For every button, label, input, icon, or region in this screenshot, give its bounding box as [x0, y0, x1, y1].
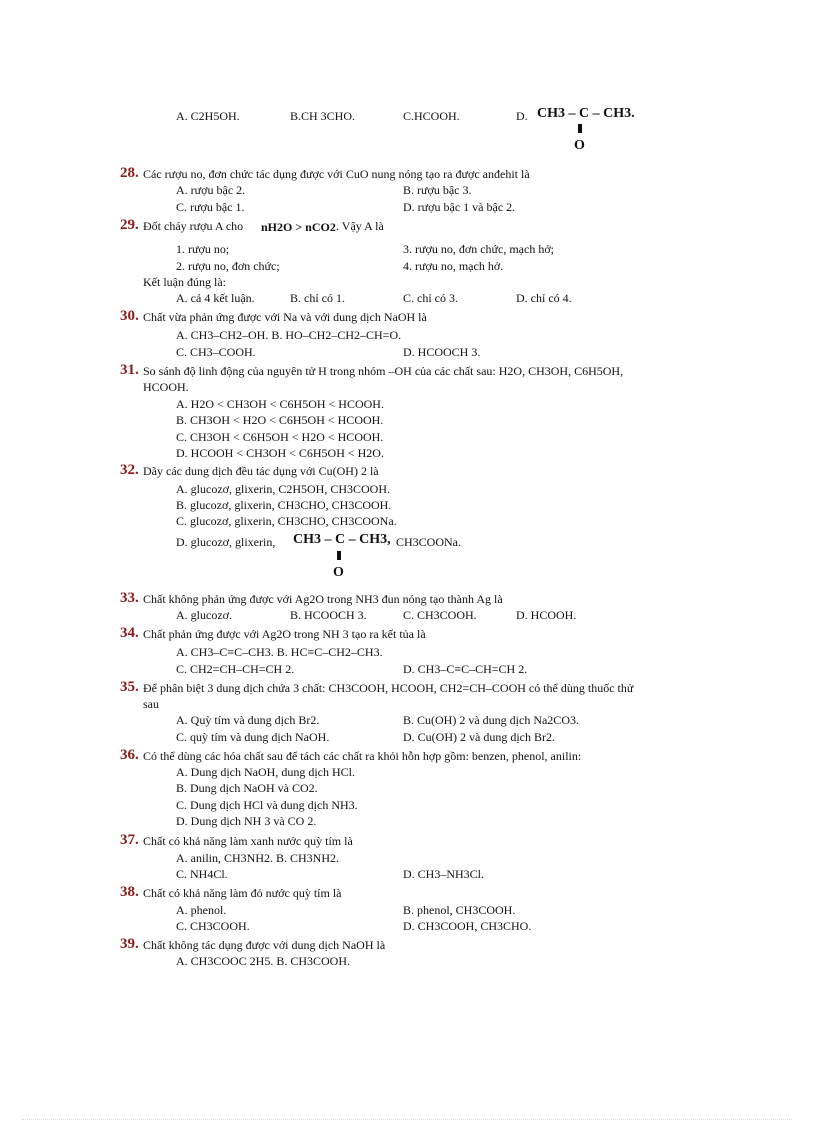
q34-option-c: C. CH2=CH–CH=CH 2.: [176, 662, 295, 676]
q27-option-b: B.CH 3CHO.: [290, 109, 356, 123]
q32-option-d-pre: D. glucozơ, glixerin,: [176, 535, 276, 549]
q38-option-b: B. phenol, CH3COOH.: [403, 903, 516, 917]
q32-option-d-post: CH3COONa.: [396, 535, 461, 549]
q31-stem-cont: HCOOH.: [143, 380, 189, 394]
page-divider: [22, 1119, 792, 1120]
q35-option-a: A. Quỳ tím và dung dịch Br2.: [176, 713, 320, 727]
q29-option-d: D. chỉ có 4.: [516, 291, 572, 305]
q38-number: 38.: [120, 884, 139, 900]
carbonyl-oxygen: O: [333, 565, 344, 580]
q34-number: 34.: [120, 625, 139, 641]
q29-conclusion: Kết luận đúng là:: [143, 275, 226, 289]
q36-option-c: C. Dung dịch HCl và dung dịch NH3.: [176, 798, 358, 812]
q29-stem-post: . Vậy A là: [336, 219, 384, 233]
q29-stem-pre: Đốt cháy rượu A cho: [143, 219, 244, 233]
carbonyl-bond: [578, 124, 582, 133]
q36-option-a: A. Dung dịch NaOH, dung dịch HCl.: [176, 765, 355, 779]
q35-option-d: D. Cu(OH) 2 và dung dịch Br2.: [403, 730, 555, 744]
q27-option-a: A. C2H5OH.: [176, 109, 240, 123]
q36-number: 36.: [120, 747, 139, 763]
q31-option-a: A. H2O < CH3OH < C6H5OH < HCOOH.: [176, 397, 384, 411]
q33-option-b: B. HCOOCH 3.: [290, 608, 367, 622]
q32-option-d-structure: CH3 – C – CH3,: [293, 532, 391, 547]
q38-option-c: C. CH3COOH.: [176, 919, 250, 933]
q37-option-ab: A. anilin, CH3NH2. B. CH3NH2.: [176, 851, 340, 865]
q38-stem: Chất có khả năng làm đỏ nước quỳ tím là: [143, 886, 342, 900]
q29-formula: nH2O > nCO2: [261, 220, 336, 234]
q29-option-a: A. cả 4 kết luận.: [176, 291, 255, 305]
q33-option-d: D. HCOOH.: [516, 608, 577, 622]
q39-stem: Chất không tác dụng được với dung dịch NaOH là: [143, 938, 386, 952]
q35-option-b: B. Cu(OH) 2 và dung dịch Na2CO3.: [403, 713, 579, 727]
q33-option-c: C. CH3COOH.: [403, 608, 477, 622]
q28-number: 28.: [120, 165, 139, 181]
q29-option-b: B. chỉ có 1.: [290, 291, 345, 305]
q30-stem: Chất vừa phản ứng được với Na và với dung dịch NaOH là: [143, 310, 427, 324]
q35-stem: Để phân biệt 3 dung dịch chứa 3 chất: CH3COOH, HCOOH, CH2=CH–COOH có thể dùng thuốc thử: [143, 681, 634, 695]
q28-option-c: C. rượu bậc 1.: [176, 200, 245, 214]
q33-number: 33.: [120, 590, 139, 606]
q29-statement-3: 3. rượu no, đơn chức, mạch hở;: [403, 242, 555, 256]
q32-stem: Dãy các dung dịch đều tác dụng với Cu(OH) 2 là: [143, 464, 379, 478]
q32-option-b: B. glucozơ, glixerin, CH3CHO, CH3COOH.: [176, 498, 392, 512]
q35-stem-cont: sau: [143, 697, 159, 711]
carbonyl-bond: [337, 551, 341, 560]
q30-option-d: D. HCOOCH 3.: [403, 345, 481, 359]
q34-option-d: D. CH3–C≡C–CH=CH 2.: [403, 662, 528, 676]
q33-option-a: A. glucozơ.: [176, 608, 232, 622]
q31-option-b: B. CH3OH < H2O < C6H5OH < HCOOH.: [176, 413, 384, 427]
acetone-formula: CH3 – C – CH3.: [537, 106, 635, 121]
q39-option-ab: A. CH3COOC 2H5. B. CH3COOH.: [176, 954, 351, 968]
q35-number: 35.: [120, 679, 139, 695]
q27-option-d-structure: [537, 106, 635, 122]
q37-stem: Chất có khả năng làm xanh nước quỳ tím là: [143, 834, 353, 848]
q37-option-d: D. CH3–NH3Cl.: [403, 867, 485, 881]
q31-stem: So sánh độ linh động của nguyên tử H trong nhóm –OH của các chất sau: H2O, CH3OH, C6H5OH,: [143, 364, 624, 378]
q33-stem: Chất không phản ứng được với Ag2O trong NH3 đun nóng tạo thành Ag là: [143, 592, 503, 606]
q29-number: 29.: [120, 217, 139, 233]
carbonyl-oxygen: O: [574, 138, 585, 153]
q37-number: 37.: [120, 832, 139, 848]
q34-stem: Chất phản ứng được với Ag2O trong NH 3 tạo ra kết tủa là: [143, 627, 426, 641]
q39-number: 39.: [120, 936, 139, 952]
q29-statement-2: 2. rượu no, đơn chức;: [176, 259, 280, 273]
q31-option-c: C. CH3OH < C6H5OH < H2O < HCOOH.: [176, 430, 384, 444]
q28-stem: Các rượu no, đơn chức tác dụng được với CuO nung nóng tạo ra được anđehit là: [143, 167, 530, 181]
q28-option-d: D. rượu bậc 1 và bậc 2.: [403, 200, 516, 214]
q36-option-b: B. Dung dịch NaOH và CO2.: [176, 781, 318, 795]
q36-option-d: D. Dung dịch NH 3 và CO 2.: [176, 814, 317, 828]
q36-stem: Có thể dùng các hóa chất sau để tách các chất ra khỏi hỗn hợp gồm: benzen, phenol, anilin:: [143, 749, 582, 763]
q37-option-c: C. NH4Cl.: [176, 867, 228, 881]
q30-number: 30.: [120, 308, 139, 324]
q31-number: 31.: [120, 362, 139, 378]
q34-option-ab: A. CH3–C≡C–CH3. B. HC≡C–CH2–CH3.: [176, 645, 383, 659]
q29-statement-1: 1. rượu no;: [176, 242, 230, 256]
q28-option-a: A. rượu bậc 2.: [176, 183, 246, 197]
q31-option-d: D. HCOOH < CH3OH < C6H5OH < H2O.: [176, 446, 384, 460]
q30-option-ab: A. CH3–CH2–OH. B. HO–CH2–CH2–CH=O.: [176, 328, 402, 342]
q28-option-b: B. rượu bậc 3.: [403, 183, 472, 197]
q35-option-c: C. quỳ tím và dung dịch NaOH.: [176, 730, 330, 744]
q32-option-c: C. glucozơ, glixerin, CH3CHO, CH3COONa.: [176, 514, 397, 528]
q38-option-d: D. CH3COOH, CH3CHO.: [403, 919, 532, 933]
q30-option-c: C. CH3–COOH.: [176, 345, 256, 359]
q29-statement-4: 4. rượu no, mạch hở.: [403, 259, 504, 273]
q27-option-d-label: D.: [516, 109, 528, 123]
q29-option-c: C. chỉ có 3.: [403, 291, 458, 305]
q38-option-a: A. phenol.: [176, 903, 227, 917]
q32-number: 32.: [120, 462, 139, 478]
q27-option-c: C.HCOOH.: [403, 109, 460, 123]
q32-option-a: A. glucozơ, glixerin, C2H5OH, CH3COOH.: [176, 482, 390, 496]
